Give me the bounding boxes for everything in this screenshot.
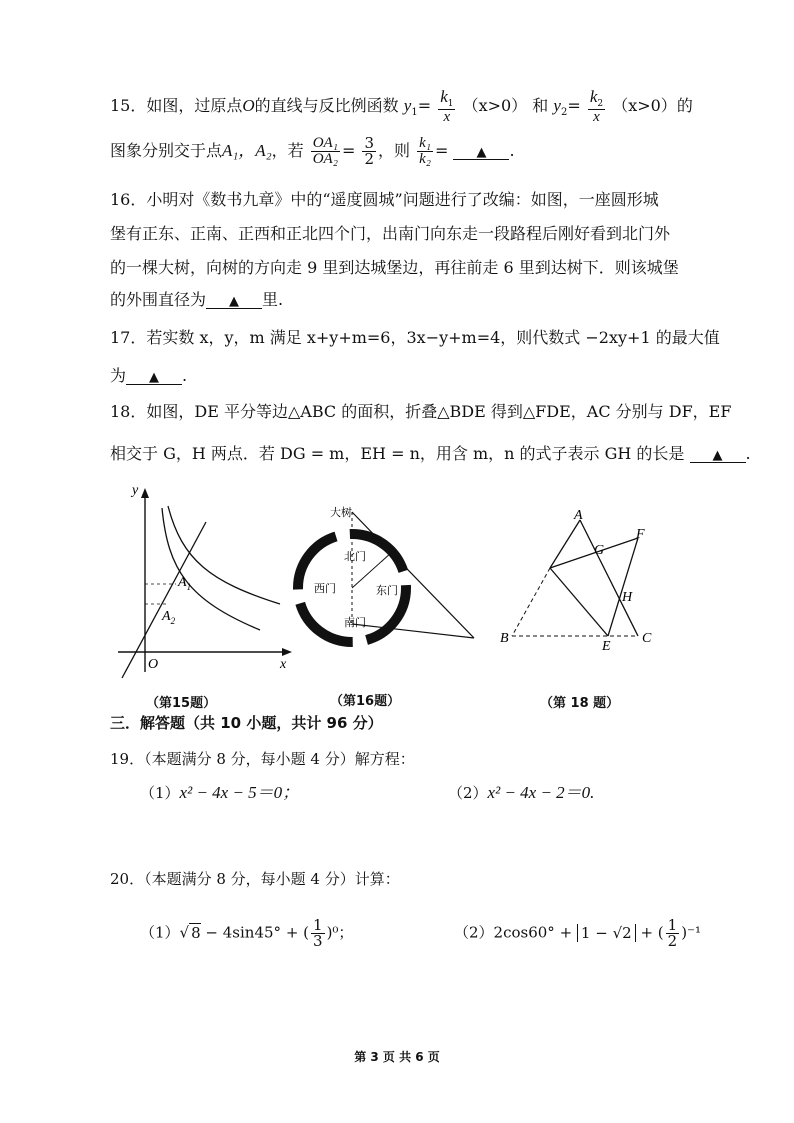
q15-k2: k [589,87,598,106]
q19-p1-equation: x² − 4x − 5＝0； [179,783,300,802]
q17-line1: 17．若实数 x，y，m 满足 x+y+m=6，3x−y+m=4，则代数式 −2xy+1 的最大值 [110,328,720,347]
fig15-x-arrow-icon [282,648,292,656]
q17-text: 为 [110,366,127,385]
q16-answer-blank[interactable] [206,292,262,309]
q15-k1: k [440,87,448,106]
q15-y2: y [553,96,561,115]
q17-line2 [110,368,187,385]
fig16-east-gate-label: 东门 [376,584,398,597]
triangle-marker-icon: ▲ [149,370,160,385]
q16-unit: 里. [262,290,284,309]
q15-text-a: 15．如图，过原点 [110,96,243,115]
q20-p1-label: （1） [140,923,180,942]
figure-16-diagram [292,500,492,650]
fig18-fold-de [550,568,608,636]
q20-p1-end: )⁰； [326,923,354,942]
q20-p2-end: )⁻¹ [681,923,701,942]
q17-period: . [182,366,188,385]
q15-fraction-k2-x: $\frac{k_2}{x}$ [589,87,604,125]
q18-line2 [110,446,751,463]
q15-eq: = [434,141,449,160]
fig18-label-h: H [622,590,633,605]
q15-origin: O [242,96,255,115]
q16-line4 [110,292,283,309]
q20-p1-den: 3 [313,932,323,950]
q15-and: 和 [532,96,549,115]
fig18-caption: （第 18 题） [540,696,620,711]
fig18-label-f: F [636,527,645,542]
q19-title: 19．（本题满分 8 分，每小题 4 分）解方程： [110,750,415,768]
q20-p2-abs: 1 − √2 [577,924,636,942]
q15-cond2: （x>0） [612,96,677,115]
q15-cond1: （x>0） [462,96,528,115]
q15-y1-sub: 1 [411,107,418,119]
q15-text-d: ，若 [271,141,304,160]
q19-p1-label: （1） [140,784,180,802]
q15-y1: y [403,96,412,115]
fig15-line-through-origin [122,522,206,678]
q15-k1frac: k₁ [419,135,431,151]
q15-end: 的 [676,96,693,115]
q15-x1: x [443,109,451,125]
q20-part1: （1）√ 8 − 4sin45° + ( $\frac{1}{3}$ )⁰； [140,916,354,950]
q19-p2-label: （2） [448,784,488,802]
section3-title: 三．解答题（共 10 小题，共计 96 分） [110,714,383,732]
q19-part2 [448,784,594,801]
fig18-side-ac [580,520,638,636]
q20-p1-rest: − 4sin45° + ( [200,923,310,942]
figure-15-graph [110,482,300,682]
fig16-south-gate-label: 南门 [344,616,366,629]
q15-x2: x [593,109,600,125]
triangle-marker-icon: ▲ [476,145,487,160]
q20-p2-plus: + ( [635,923,664,942]
fig18-side-fe [608,538,638,636]
fig15-y-arrow-icon [141,488,149,498]
q15-fraction-ratio [362,136,376,167]
q20-part2 [454,918,701,949]
q20-p1-fraction [311,918,325,949]
q16-line3: 的一棵大树，向树的方向走 9 里到达城堡边，再往前走 6 里到达树下．则该城堡 [110,258,679,277]
q15-ratio-den: 2 [364,150,374,168]
q18-period: . [745,444,751,463]
triangle-marker-icon: ▲ [229,294,240,309]
fig18-label-c: C [642,631,652,646]
q15-then: ，则 [377,141,410,160]
q16-text: 的外围直径为 [110,290,207,309]
q15-k2frac: k₂ [419,151,431,167]
fig18-label-e: E [602,639,611,654]
fig16-north-gate-label: 北门 [344,550,366,563]
q19-part1 [140,784,299,801]
q15-text-b: 的直线与反比例函数 [254,96,399,115]
q15-line2: 图象分别交于点A₁，A₂，若 $\frac{\text{OA₁}}{\text{OA₂}}$ = $\frac{3}{2}$ ，则 $\frac{\text{k₁}}{\text{k₂}}$ = ▲ . [110,134,515,168]
page-footer: 第 3 页 共 6 页 [354,1050,440,1064]
q20-p2-fraction [666,918,680,949]
fig16-caption: （第16题） [330,694,401,709]
fig18-side-ad [550,520,580,568]
fig15-caption: （第15题） [146,696,217,711]
q20-p2-a: 2cos60° + [493,923,577,942]
q15-fraction-oa [311,136,340,167]
fig16-tree-label: 大树 [330,506,352,519]
q16-line1: 16．小明对《数书九章》中的“遥度圆城”问题进行了改编：如图，一座圆形城 [110,190,659,209]
q15-period: . [509,141,515,160]
triangle-marker-icon: ▲ [712,448,723,463]
q20-title: 20．（本题满分 8 分，每小题 4 分）计算： [110,870,400,888]
q18-answer-blank[interactable] [690,446,746,463]
fig18-label-b: B [500,631,509,646]
fig15-curve-k1 [162,508,260,630]
q15-fraction-k1-x: $\frac{k_1}{x}$ [440,87,454,125]
q20-p1-sqrt: 8 [191,923,201,942]
q18-line1: 18．如图，DE 平分等边△ABC 的面积，折叠△BDE 得到△FDE，AC 分别与 DF，EF [110,402,732,421]
q18-text: 相交于 G，H 两点．若 DG = m，EH = n，用含 m，n 的式子表示 GH 的长是 [110,444,685,463]
q15-oa2: OA₂ [312,151,338,167]
fig15-y-label: y [132,483,139,498]
fig15-a2-label: $A_2$ [162,609,176,626]
fig15-x-label: x [280,657,287,672]
q20-p2-num: 1 [667,916,678,934]
q20-p2-den: 2 [667,932,678,950]
fig18-label-a: A [574,508,583,523]
q15-points: A₁，A₂ [222,141,272,160]
q15-ratio-num: 3 [364,134,374,152]
q20-p2-label: （2） [454,923,494,942]
q15-line1: 15．如图，过原点O的直线与反比例函数 $y_1=$ $\frac{k_1}{x}$ （x>0） 和 $y_2=$ $\frac{k_2}{x}$ （x>0）的 [110,87,693,125]
q19-p2-equation: x² − 4x − 2＝0. [487,783,595,802]
fig16-west-gate-label: 西门 [314,582,336,595]
fig18-side-db [512,568,550,636]
fig15-a1-label: $A_1$ [178,575,192,592]
fig15-origin-label: O [148,657,159,672]
figure-18-triangle [498,508,668,654]
fig16-sight-line [352,512,474,638]
fig18-label-g: G [594,543,605,558]
q15-oa1: OA₁ [312,135,338,151]
q17-answer-blank[interactable] [126,368,182,385]
q15-y2-sub: 2 [560,107,568,119]
q20-p1-num: 1 [313,916,323,934]
q15-text-c: 图象分别交于点 [110,141,223,160]
q16-line2: 堡有正东、正南、正西和正北四个门，出南门向东走一段路程后刚好看到北门外 [110,224,671,243]
q15-fraction-k [417,136,433,167]
q15-answer-blank[interactable] [453,143,509,160]
